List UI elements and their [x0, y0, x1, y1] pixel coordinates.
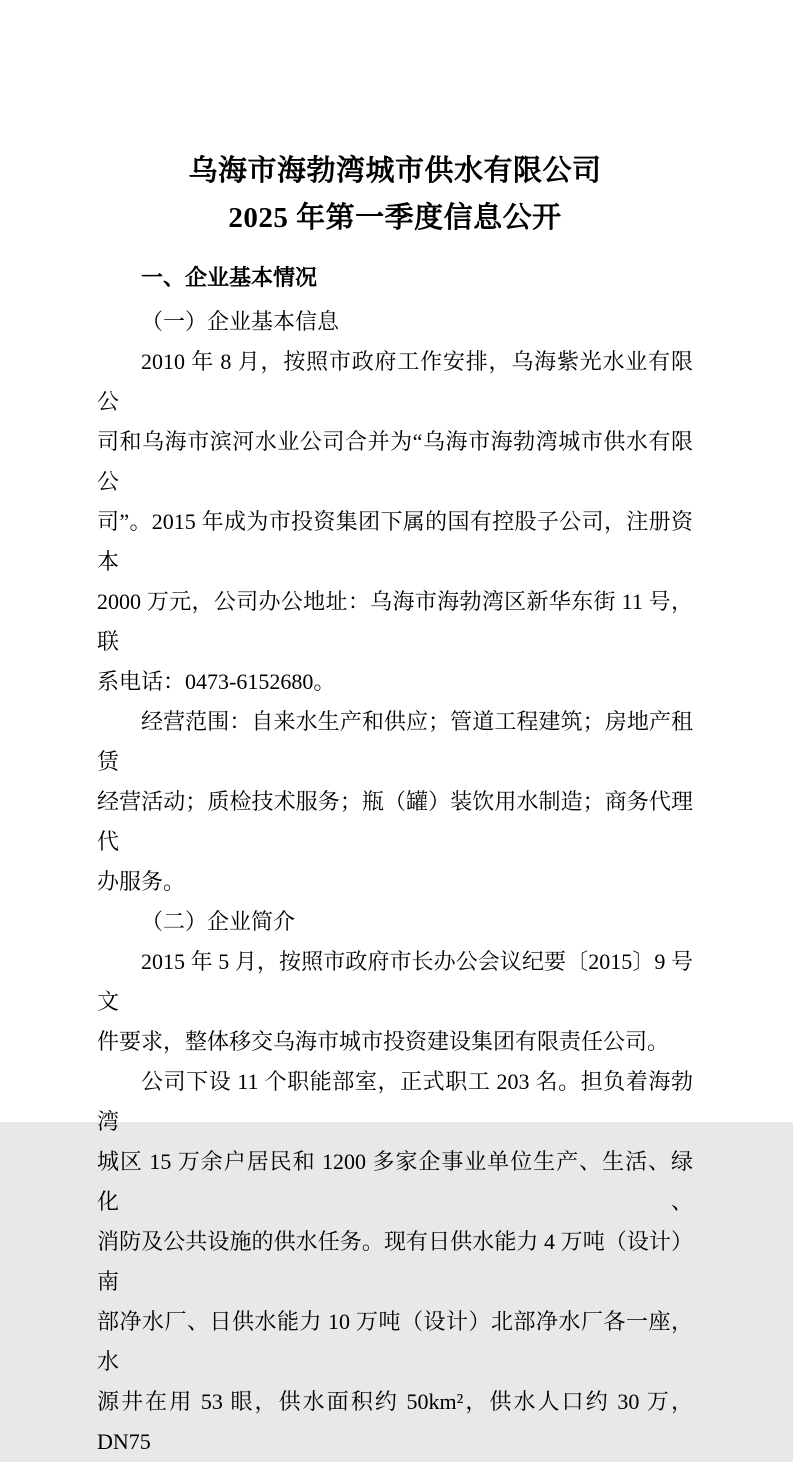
- text-line: 城区 15 万余户居民和 1200 多家企事业单位生产、生活、绿化、: [97, 1149, 693, 1214]
- text-line: 经营活动；质检技术服务；瓶（罐）装饮用水制造；商务代理代: [97, 789, 693, 854]
- text-line: 2000 万元，公司办公地址：乌海市海勃湾区新华东街 11 号，联: [97, 589, 693, 654]
- text-line: 经营范围：自来水生产和供应；管道工程建筑；房地产租赁: [97, 709, 693, 774]
- text-line: 消防及公共设施的供水任务。现有日供水能力 4 万吨（设计）南: [97, 1229, 693, 1294]
- title-line-1: 乌海市海勃湾城市供水有限公司: [188, 155, 602, 187]
- title-line-2: 2025 年第一季度信息公开: [228, 202, 562, 234]
- text-line: 司和乌海市滨河水业公司合并为“乌海市海勃湾城市供水有限公: [97, 429, 693, 494]
- text-line: 源井在用 53 眼，供水面积约 50km²，供水人口约 30 万，DN75: [97, 1389, 693, 1454]
- text-line: 系电话：0473-6152680。: [97, 669, 336, 694]
- text-line: 办服务。: [97, 869, 186, 894]
- document-title: [97, 148, 693, 242]
- subsection-heading: （二）企业简介: [141, 909, 296, 934]
- document-body: [97, 258, 693, 1462]
- text-line: 2010 年 8 月，按照市政府工作安排，乌海紫光水业有限公: [97, 349, 693, 414]
- text-line: 部净水厂、日供水能力 10 万吨（设计）北部净水厂各一座，水: [97, 1309, 693, 1374]
- section-heading: 一、企业基本情况: [141, 265, 318, 290]
- text-line: 2015 年 5 月，按照市政府市长办公会议纪要〔2015〕9 号文: [97, 949, 693, 1014]
- text-line: 件要求，整体移交乌海市城市投资建设集团有限责任公司。: [97, 1029, 670, 1054]
- text-line: 司”。2015 年成为市投资集团下属的国有控股子公司，注册资本: [97, 509, 693, 574]
- subsection-heading: （一）企业基本信息: [141, 309, 340, 334]
- text-line: 公司下设 11 个职能部室，正式职工 203 名。担负着海勃湾: [97, 1069, 693, 1134]
